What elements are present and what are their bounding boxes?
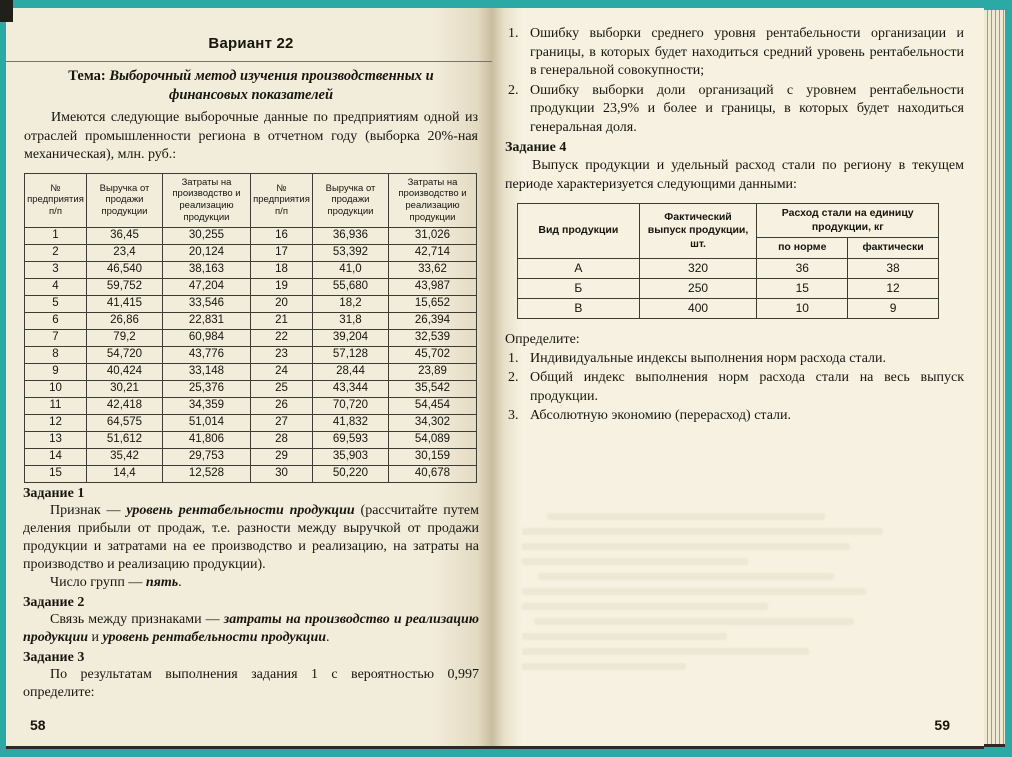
table-row: [25, 228, 477, 245]
table-cell: 36,45: [87, 228, 163, 245]
table-cell: 36: [757, 258, 848, 278]
table-cell: 20: [251, 296, 313, 313]
table-cell: 51,612: [87, 432, 163, 449]
table-cell: 25: [251, 381, 313, 398]
table-cell: 17: [251, 245, 313, 262]
table-cell: 18,2: [313, 296, 389, 313]
table-cell: 39,204: [313, 330, 389, 347]
table-cell: 30,255: [163, 228, 251, 245]
table-cell: 9: [25, 364, 87, 381]
right-page: [492, 8, 984, 749]
table-cell: 55,680: [313, 279, 389, 296]
table-cell: 4: [25, 279, 87, 296]
table-cell: 10: [757, 298, 848, 318]
table-cell: 36,936: [313, 228, 389, 245]
list-item-number: 1.: [508, 350, 519, 366]
list-item: [505, 407, 964, 426]
table-cell: 1: [25, 228, 87, 245]
table-header-row: [518, 204, 939, 238]
theme-text: Выборочный метод изучения производственных и финансовых показателей: [109, 68, 434, 103]
table-header-row: [25, 173, 477, 228]
page-edges: [984, 10, 1005, 747]
table-cell: 41,832: [313, 415, 389, 432]
table-cell: А: [518, 258, 640, 278]
table-cell: 26: [251, 398, 313, 415]
table-cell: 32,539: [389, 330, 477, 347]
table-cell: 33,546: [163, 296, 251, 313]
table-cell: 21: [251, 313, 313, 330]
table-cell: Б: [518, 278, 640, 298]
table-cell: 12: [25, 415, 87, 432]
bleed-through-artifact: [522, 513, 932, 708]
table-cell: 15: [757, 278, 848, 298]
define-heading: Определите:: [505, 331, 580, 347]
table-cell: 19: [251, 279, 313, 296]
table-cell: 46,540: [87, 262, 163, 279]
tasks-section: [23, 486, 479, 702]
table-cell: 16: [251, 228, 313, 245]
table-cell: 5: [25, 296, 87, 313]
table-cell: 30: [251, 466, 313, 483]
task-text-segment: Признак —: [50, 503, 127, 519]
column-header: Фактический выпуск продукции, шт.: [639, 204, 757, 259]
table-cell: 320: [639, 258, 757, 278]
table-row: [25, 415, 477, 432]
table-cell: 28,44: [313, 364, 389, 381]
table-cell: 2: [25, 245, 87, 262]
table-cell: 6: [25, 313, 87, 330]
table-cell: 25,376: [163, 381, 251, 398]
table-cell: 26,86: [87, 313, 163, 330]
theme-label: Тема:: [68, 68, 106, 84]
table-row: [518, 298, 939, 318]
task-paragraph: [23, 611, 479, 647]
task-text-segment: пять: [145, 575, 179, 591]
table-row: [25, 347, 477, 364]
table-cell: 34,359: [163, 398, 251, 415]
list-item-text: Ошибку выборки доли организаций с уровнем рентабельности продукции 23,9% и более и границы, в которых будет находиться генеральная доля.: [530, 82, 964, 135]
table-row: [25, 432, 477, 449]
page-number-left: 58: [30, 717, 46, 733]
list-item-text: Ошибку выборки среднего уровня рентабельности организации и границы, в которых будет находиться средний уровень рентабельности в генеральной совокупности;: [530, 26, 964, 78]
table-cell: 23,4: [87, 245, 163, 262]
table-cell: 54,454: [389, 398, 477, 415]
table-cell: 13: [25, 432, 87, 449]
table-cell: 35,542: [389, 381, 477, 398]
table-row: [25, 262, 477, 279]
theme-heading: [49, 67, 453, 104]
table-cell: 53,392: [313, 245, 389, 262]
table-cell: 57,128: [313, 347, 389, 364]
table-cell: 27: [251, 415, 313, 432]
task-text-segment: .: [178, 575, 182, 591]
column-header: Выручка от продажи продукции: [87, 173, 163, 228]
column-header: по норме: [757, 238, 848, 259]
task-text-segment: уровень рентабельности продукции: [126, 503, 355, 519]
table-cell: 38: [848, 258, 939, 278]
table-cell: 33,62: [389, 262, 477, 279]
list-item-text: Индивидуальные индексы выполнения норм расхода стали.: [530, 350, 887, 366]
table-cell: 35,42: [87, 449, 163, 466]
task-text-segment: По результатам выполнения задания 1 с вероятностью 0,997 определите:: [23, 667, 479, 701]
table-row: [25, 245, 477, 262]
table-cell: 42,714: [389, 245, 477, 262]
table-cell: 42,418: [87, 398, 163, 415]
table-row: [25, 398, 477, 415]
table-cell: 41,806: [163, 432, 251, 449]
table-cell: 30,21: [87, 381, 163, 398]
left-page: [6, 8, 492, 749]
title-divider: [6, 61, 492, 62]
table-cell: 34,302: [389, 415, 477, 432]
table-cell: 40,424: [87, 364, 163, 381]
column-header: Выручка от продажи продукции: [313, 173, 389, 228]
define-numbered-list: [505, 350, 964, 426]
column-header: Затраты на производство и реализацию продукции: [163, 173, 251, 228]
column-header: фактически: [848, 238, 939, 259]
table-cell: 22,831: [163, 313, 251, 330]
table-row: [25, 279, 477, 296]
variant-title: Вариант 22: [208, 35, 294, 52]
column-header: Вид продукции: [518, 204, 640, 259]
table-cell: 43,987: [389, 279, 477, 296]
table-row: [518, 278, 939, 298]
table-cell: 30,159: [389, 449, 477, 466]
steel-table-body: [518, 258, 939, 318]
task-heading: Задание 3: [23, 650, 85, 666]
table-cell: 41,0: [313, 262, 389, 279]
table-row: [25, 296, 477, 313]
table-cell: 28: [251, 432, 313, 449]
table-cell: 20,124: [163, 245, 251, 262]
left-page-content: [6, 8, 492, 746]
table-cell: 54,720: [87, 347, 163, 364]
task-text-segment: Связь между признаками —: [50, 612, 224, 628]
sample-table-body: [25, 228, 477, 483]
list-item: [505, 25, 964, 81]
table-cell: 70,720: [313, 398, 389, 415]
table-cell: 31,8: [313, 313, 389, 330]
task-heading: Задание 2: [23, 595, 85, 611]
table-cell: 250: [639, 278, 757, 298]
table-cell: 60,984: [163, 330, 251, 347]
table-cell: 59,752: [87, 279, 163, 296]
table-cell: 69,593: [313, 432, 389, 449]
list-item-number: 2.: [508, 82, 519, 98]
list-item-number: 1.: [508, 26, 519, 41]
task4-text: Выпуск продукции и удельный расход стали по региону в текущем периоде характеризуется следующими данными:: [505, 158, 964, 192]
table-cell: 15: [25, 466, 87, 483]
table-row: [518, 258, 939, 278]
table-cell: 18: [251, 262, 313, 279]
table-row: [25, 466, 477, 483]
table-cell: 35,903: [313, 449, 389, 466]
column-header: № предприятия п/п: [251, 173, 313, 228]
table-row: [25, 313, 477, 330]
table-cell: 9: [848, 298, 939, 318]
table-cell: 3: [25, 262, 87, 279]
task-paragraph: [23, 666, 479, 702]
table-cell: 38,163: [163, 262, 251, 279]
table-cell: 14,4: [87, 466, 163, 483]
table-cell: 43,344: [313, 381, 389, 398]
table-cell: В: [518, 298, 640, 318]
table-cell: 10: [25, 381, 87, 398]
task-heading: Задание 1: [23, 486, 85, 502]
table-cell: 51,014: [163, 415, 251, 432]
table-cell: 43,776: [163, 347, 251, 364]
table-cell: 15,652: [389, 296, 477, 313]
table-cell: 29: [251, 449, 313, 466]
enterprise-sample-table: [24, 173, 477, 484]
table-cell: 8: [25, 347, 87, 364]
table-row: [25, 381, 477, 398]
scan-corner-artifact: [0, 0, 13, 22]
task-paragraph: [23, 574, 479, 592]
column-header: № предприятия п/п: [25, 173, 87, 228]
top-numbered-list: [505, 25, 964, 137]
table-row: [25, 449, 477, 466]
table-cell: 11: [25, 398, 87, 415]
table-cell: 45,702: [389, 347, 477, 364]
table-cell: 40,678: [389, 466, 477, 483]
table-cell: 64,575: [87, 415, 163, 432]
table-cell: 400: [639, 298, 757, 318]
table-cell: 47,204: [163, 279, 251, 296]
task-text-segment: (рассчитайте путем деления прибыли от продаж, т.е. разности между выручкой от продажи продукции и затратами на ее производство и реализацию, на затраты на производство и реализацию продукции).: [23, 503, 479, 573]
right-page-content: [492, 8, 984, 746]
intro-paragraph: Имеются следующие выборочные данные по предприятиям одной из отраслей промышленности региона в отчетном году (выборка 20%-ная механическая), млн. руб.:: [24, 110, 478, 163]
list-item-text: Абсолютную экономию (перерасход) стали.: [530, 408, 792, 424]
table-cell: 22: [251, 330, 313, 347]
list-item-text: Общий индекс выполнения норм расхода стали на весь выпуск продукции.: [530, 370, 964, 404]
table-cell: 41,415: [87, 296, 163, 313]
table-cell: 12: [848, 278, 939, 298]
table-cell: 14: [25, 449, 87, 466]
table-cell: 24: [251, 364, 313, 381]
list-item: [505, 82, 964, 138]
task-text-segment: .: [326, 630, 330, 646]
page-number-right: 59: [934, 717, 950, 733]
table-cell: 54,089: [389, 432, 477, 449]
list-item-number: 3.: [508, 408, 519, 424]
task-text-segment: уровень рентабельности продукции: [102, 630, 327, 646]
table-cell: 79,2: [87, 330, 163, 347]
list-item: [505, 350, 964, 369]
table-cell: 29,753: [163, 449, 251, 466]
list-item: [505, 369, 964, 406]
task-text-segment: затраты на производство и реализацию продукции: [23, 612, 479, 646]
table-cell: 26,394: [389, 313, 477, 330]
steel-consumption-table: [517, 203, 939, 319]
table-row: [25, 330, 477, 347]
table-cell: 12,528: [163, 466, 251, 483]
table-cell: 33,148: [163, 364, 251, 381]
table-cell: 23,89: [389, 364, 477, 381]
task4-heading: Задание 4: [505, 140, 567, 155]
table-row: [25, 364, 477, 381]
column-group-header: Расход стали на единицу продукции, кг: [757, 204, 939, 238]
list-item-number: 2.: [508, 370, 519, 386]
table-cell: 7: [25, 330, 87, 347]
table-cell: 31,026: [389, 228, 477, 245]
column-header: Затраты на производство и реализацию продукции: [389, 173, 477, 228]
task-text-segment: Число групп —: [50, 575, 146, 591]
task-paragraph: [23, 502, 479, 574]
task-text-segment: и: [88, 630, 103, 646]
table-cell: 50,220: [313, 466, 389, 483]
table-cell: 23: [251, 347, 313, 364]
